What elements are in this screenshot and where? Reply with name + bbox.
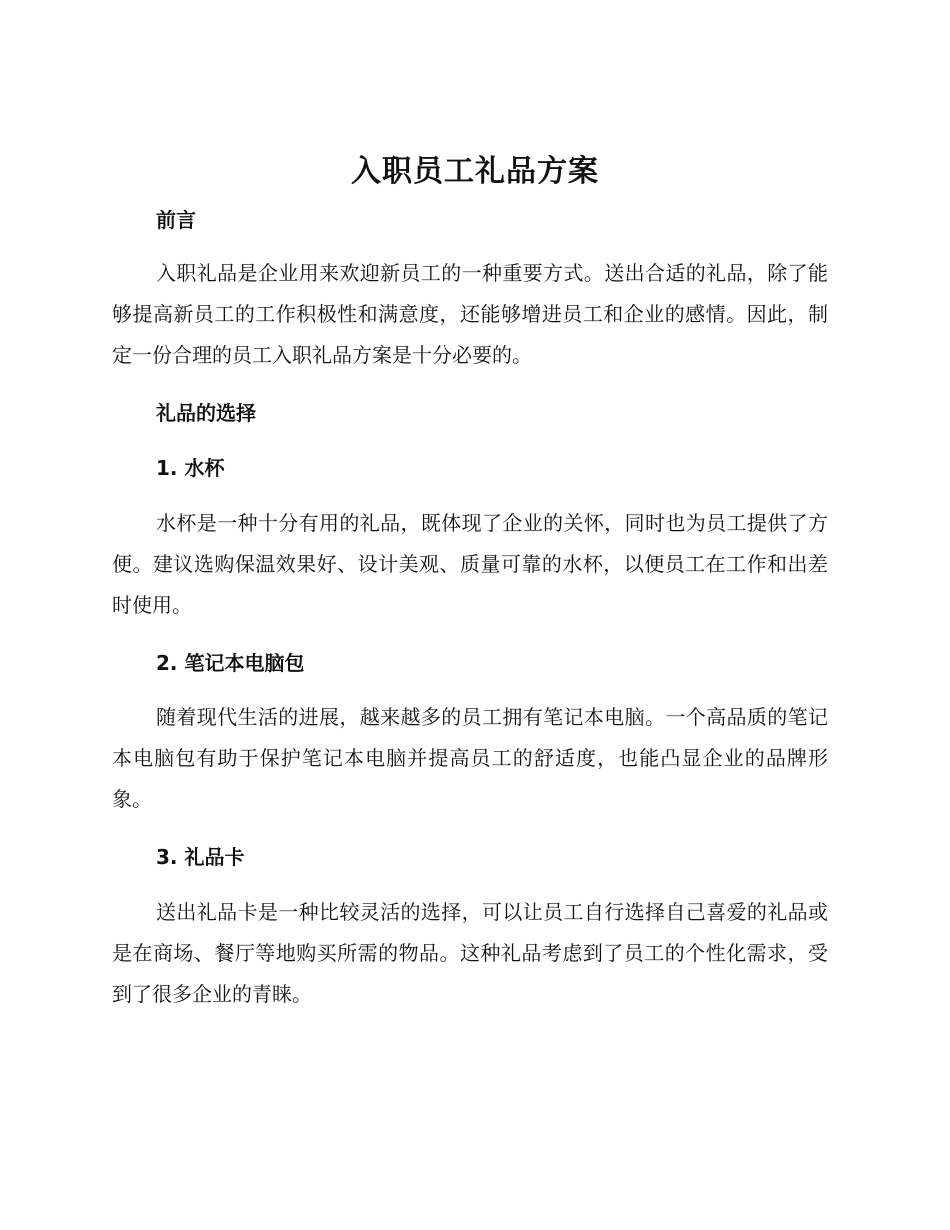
document-title: 入职员工礼品方案 — [351, 154, 599, 189]
item-heading-cup: 1. 水杯 — [156, 456, 225, 480]
item-heading-laptop-bag: 2. 笔记本电脑包 — [156, 651, 305, 675]
item-heading-gift-card: 3. 礼品卡 — [156, 845, 245, 869]
paragraph-gift-card: 送出礼品卡是一种比较灵活的选择，可以让员工自行选择自己喜爱的礼品或是在商场、餐厅等地购买所需的物品。这种礼品考虑到了员工的个性化需求，受到了很多企业的青睐。 — [112, 900, 828, 1006]
section-heading-gift-choice: 礼品的选择 — [156, 401, 256, 425]
paragraph-laptop-bag: 随着现代生活的进展，越来越多的员工拥有笔记本电脑。一个高品质的笔记本电脑包有助于保护笔记本电脑并提高员工的舒适度，也能凸显企业的品牌形象。 — [112, 705, 828, 811]
paragraph-cup: 水杯是一种十分有用的礼品，既体现了企业的关怀，同时也为员工提供了方便。建议选购保温效果好、设计美观、质量可靠的水杯，以便员工在工作和出差时使用。 — [112, 511, 828, 617]
paragraph-preface: 入职礼品是企业用来欢迎新员工的一种重要方式。送出合适的礼品，除了能够提高新员工的工作积极性和满意度，还能够增进员工和企业的感情。因此，制定一份合理的员工入职礼品方案是十分必要的。 — [112, 261, 828, 367]
section-heading-preface: 前言 — [156, 208, 196, 232]
